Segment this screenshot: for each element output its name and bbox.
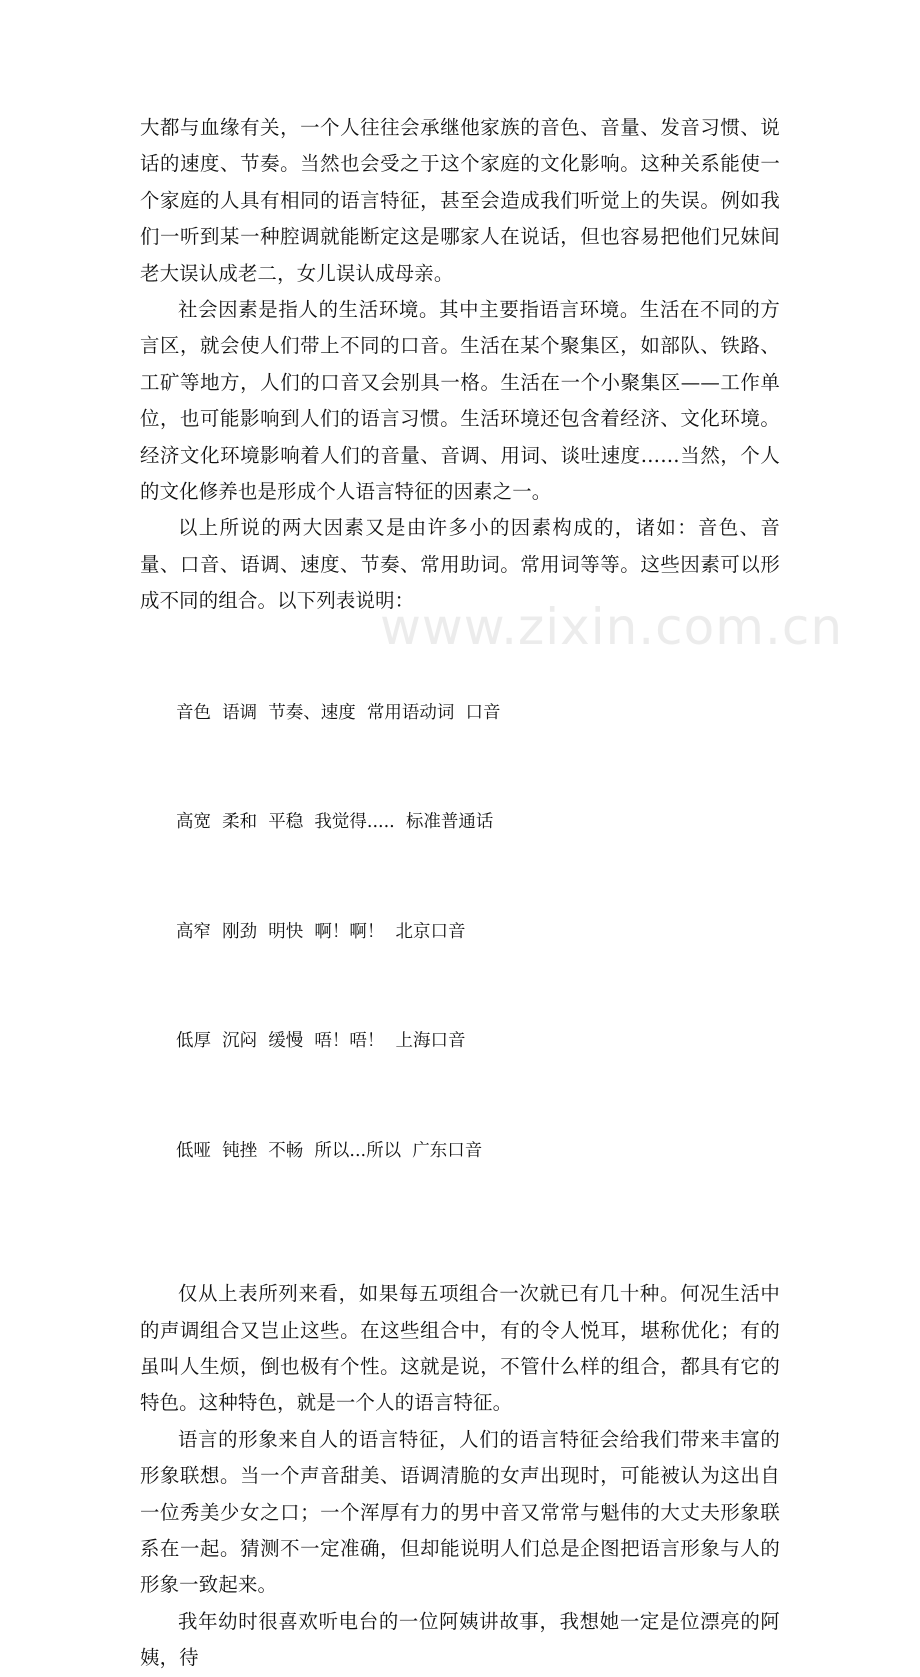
- voice-feature-table: [140, 622, 780, 1243]
- document-page: [140, 110, 780, 1677]
- table-row: 低哑 钝挫 不畅 所以...所以 广东口音: [176, 1140, 483, 1161]
- table-row: 低厚 沉闷 缓慢 唔！唔！ 上海口音: [176, 1031, 466, 1052]
- spacer: [140, 1242, 780, 1276]
- watermark: www.zixin.com.cn: [380, 598, 844, 656]
- table-row: 高宽 柔和 平稳 我觉得..... 标准普通话: [176, 812, 494, 833]
- paragraph-5: 语言的形象来自人的语言特征，人们的语言特征会给我们带来丰富的形象联想。当一个声音甜美、语调清脆的女声出现时，可能被认为这出自一位秀美少女之口；一个浑厚有力的男中音又常常与魁伟的大丈夫形象联系在一起。猜测不一定准确，但却能说明人们总是企图把语言形象与人的形象一致起来。: [140, 1427, 780, 1597]
- table-header-row: 音色 语调 节奏、速度 常用语动词 口音: [176, 702, 501, 723]
- paragraph-2: 社会因素是指人的生活环境。其中主要指语言环境。生活在不同的方言区，就会使人们带上不同的口音。生活在某个聚集区，如部队、铁路、工矿等地方，人们的口音又会别具一格。生活在一个小聚集区——工作单位，也可能影响到人们的语言习惯。生活环境还包含着经济、文化环境。经济文化环境影响着人们的音量、音调、用词、谈吐速度……当然，个人的文化修养也是形成个人语言特征的因素之一。: [140, 298, 780, 504]
- paragraph-3: 以上所说的两大因素又是由许多小的因素构成的，诸如：音色、音量、口音、语调、速度、节奏、常用助词。常用词等等。这些因素可以形成不同的组合。以下列表说明：: [140, 516, 780, 613]
- paragraph-4: 仅从上表所列来看，如果每五项组合一次就已有几十种。何况生活中的声调组合又岂止这些。在这些组合中，有的令人悦耳，堪称优化；有的虽叫人生烦，倒也极有个性。这就是说，不管什么样的组合，都具有它的特色。这种特色，就是一个人的语言特征。: [140, 1282, 780, 1415]
- paragraph-1: 大都与血缘有关，一个人往往会承继他家族的音色、音量、发音习惯、说话的速度、节奏。当然也会受之于这个家庭的文化影响。这种关系能使一个家庭的人具有相同的语言特征，甚至会造成我们听觉上的失误。例如我们一听到某一种腔调就能断定这是哪家人在说话，但也容易把他们兄妹间老大误认成老二，女儿误认成母亲。: [140, 116, 780, 285]
- paragraph-6: 我年幼时很喜欢听电台的一位阿姨讲故事，我想她一定是位漂亮的阿姨，待: [140, 1609, 780, 1670]
- table-row: 高窄 刚劲 明快 啊！啊！ 北京口音: [176, 921, 466, 942]
